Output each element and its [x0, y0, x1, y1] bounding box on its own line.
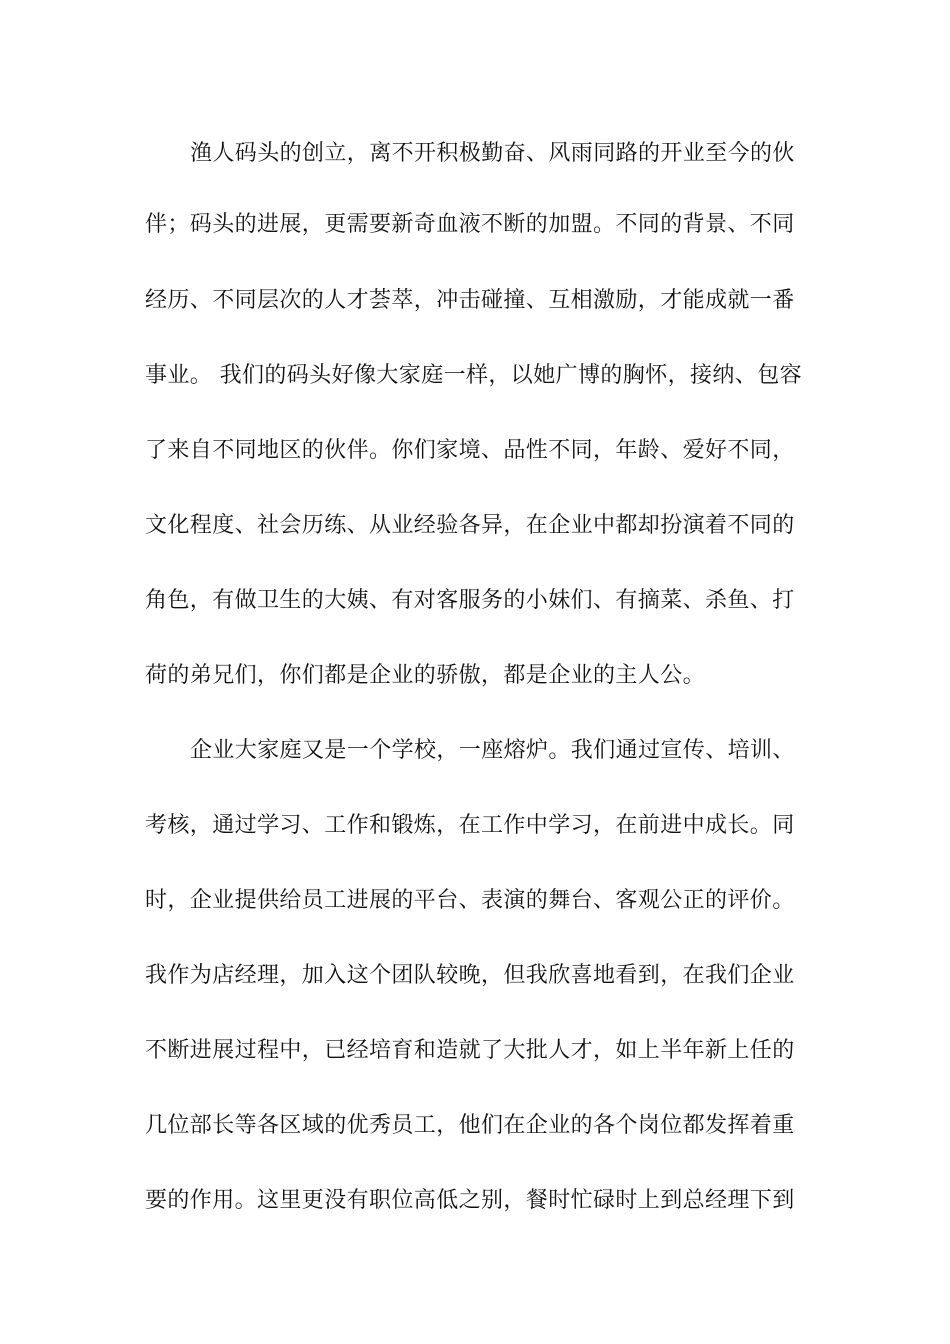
paragraph-1-line-1: 渔人码头的创立，离不开积极勤奋、风雨同路的开业至今的伙	[190, 141, 795, 166]
paragraph-2-line-3: 时，企业提供给员工进展的平台、表演的舞台、客观公正的评价。	[145, 888, 795, 913]
paragraph-1-line-5: 了来自不同地区的伙伴。你们家境、品性不同，年龄、爱好不同，	[145, 438, 795, 463]
paragraph-2-line-2: 考核，通过学习、工作和锻炼，在工作中学习，在前进中成长。同	[145, 813, 795, 838]
paragraph-1-line-3: 经历、不同层次的人才荟萃，冲击碰撞、互相激励，才能成就一番	[145, 288, 795, 313]
paragraph-1-line-6: 文化程度、社会历练、从业经验各异，在企业中都却扮演着不同的	[145, 513, 795, 538]
paragraph-2-line-4: 我作为店经理，加入这个团队较晚，但我欣喜地看到，在我们企业	[145, 963, 795, 988]
paragraph-2-line-5: 不断进展过程中，已经培育和造就了大批人才，如上半年新上任的	[145, 1038, 795, 1063]
paragraph-1-line-4: 事业。 我们的码头好像大家庭一样，以她广博的胸怀，接纳、包容	[145, 363, 802, 388]
paragraph-2-line-7: 要的作用。这里更没有职位高低之别，餐时忙碌时上到总经理下到	[145, 1188, 795, 1213]
paragraph-1-line-8: 荷的弟兄们，你们都是企业的骄傲，都是企业的主人公。	[145, 663, 706, 688]
paragraph-2-line-6: 几位部长等各区域的优秀员工，他们在企业的各个岗位都发挥着重	[145, 1113, 795, 1138]
paragraph-2-line-1: 企业大家庭又是一个学校，一座熔炉。我们通过宣传、培训、	[190, 738, 795, 763]
paragraph-1-line-2: 伴；码头的进展，更需要新奇血液不断的加盟。不同的背景、不同	[145, 212, 795, 237]
paragraph-1-line-7: 角色，有做卫生的大姨、有对客服务的小妹们、有摘菜、杀鱼、打	[145, 588, 795, 613]
